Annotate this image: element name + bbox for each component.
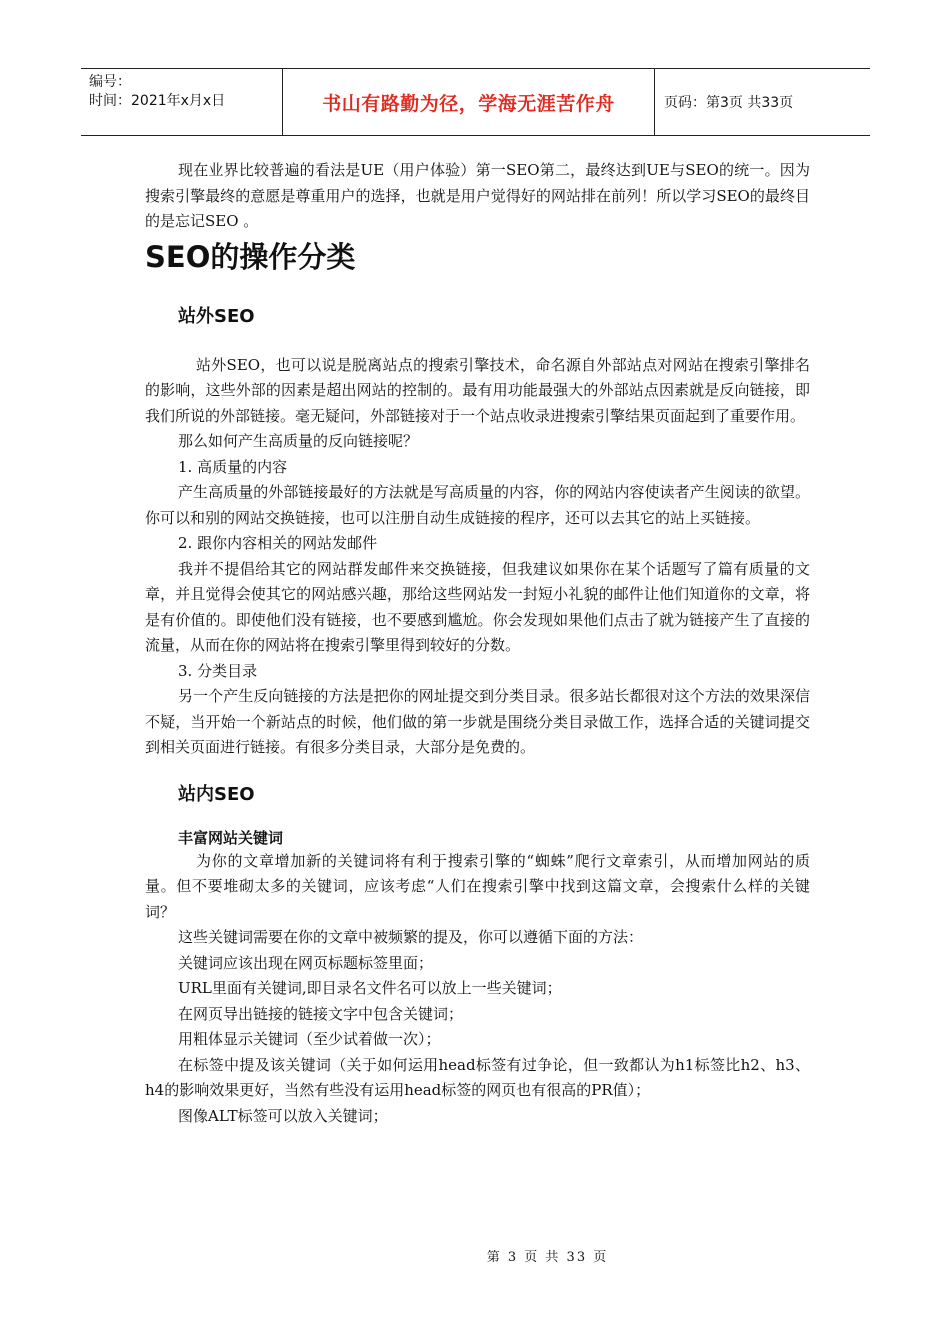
offsite-item2-title: 2. 跟你内容相关的网站发邮件 xyxy=(178,534,378,552)
list-item: 图像ALT标签可以放入关键词； xyxy=(178,1106,388,1125)
intro-paragraph: 现在业界比较普遍的看法是UE（用户体验）第一SEO第二，最终达到UE与SEO的统一。因为搜索引擎最终的意愿是尊重用户的选择，也就是用户觉得好的网站排在前列！所以学习SEO的最终目的是忘记SEO 。 xyxy=(145,161,810,230)
offsite-item3-text: 另一个产生反向链接的方法是把你的网址提交到分类目录。很多站长都很对这个方法的效果深信不疑，当开始一个新站点的时候，他们做的第一步就是围绕分类目录做工作，选择合适的关键词提交到相关页面进行链接。有很多分类目录，大部分是免费的。 xyxy=(145,687,810,756)
onsite-subheading: 丰富网站关键词 xyxy=(178,828,284,847)
list-item: 关键词应该出现在网页标题标签里面； xyxy=(178,953,434,972)
header-meta xyxy=(81,69,282,135)
document-body xyxy=(145,158,810,1129)
onsite-paragraph: 为你的文章增加新的关键词将有利于搜索引擎的“蜘蛛”爬行文章索引，从而增加网站的质量。但不要堆砌太多的关键词，应该考虑“人们在搜索引擎中找到这篇文章，会搜索什么样的关键词？ xyxy=(145,851,810,921)
page-footer: 第 3 页 共 33 页 xyxy=(486,1250,609,1265)
header-code-label: 编号： xyxy=(89,74,131,90)
onsite-paragraph-2: 这些关键词需要在你的文章中被频繁的提及，你可以遵循下面的方法： xyxy=(178,928,644,946)
offsite-item1-title: 1. 高质量的内容 xyxy=(178,457,288,476)
page-header xyxy=(81,68,870,136)
header-page-info: 页码：第3页 共33页 xyxy=(664,95,794,111)
offsite-question: 那么如何产生高质量的反向链接呢？ xyxy=(178,432,419,450)
list-item: 用粗体显示关键词（至少试着做一次）； xyxy=(178,1030,441,1048)
list-item: 在标签中提及该关键词（关于如何运用head标签有过争论，但一致都认为h1标签比h2、h3、 h4的影响效果更好，当然有些没有运用head标签的网页也有很高的PR值）； xyxy=(145,1055,810,1099)
offsite-paragraph: 站外SEO，也可以说是脱离站点的搜索引擎技术，命名源自外部站点对网站在搜索引擎排名的影响，这些外部的因素是超出网站的控制的。最有用功能最强大的外部站点因素就是反向链接，即我们所说的外部链接。毫无疑问，外部链接对于一个站点收录进搜索引擎结果页面起到了重要作用。 xyxy=(145,355,810,425)
offsite-heading: 站外SEO xyxy=(178,305,255,327)
list-item: URL里面有关键词,即目录名文件名可以放上一些关键词； xyxy=(178,979,562,997)
offsite-item2-text: 我并不提倡给其它的网站群发邮件来交换链接，但我建议如果你在某个话题写了篇有质量的文章，并且觉得会使其它的网站感兴趣，那给这些网站发一封短小礼貌的邮件让他们知道你的文章，将是有价值的。即使他们没有链接，也不要感到尴尬。你会发现如果他们点击了就为链接产生了直接的流量，从而在你的网站将在搜索引擎里得到较好的分数。 xyxy=(145,559,810,654)
header-motto: 书山有路勤为径，学海无涯苦作舟 xyxy=(282,69,655,135)
offsite-item1-text: 产生高质量的外部链接最好的方法就是写高质量的内容，你的网站内容使读者产生阅读的欲望。你可以和别的网站交换链接，也可以注册自动生成链接的程序，还可以去其它的站上买链接。 xyxy=(145,483,810,527)
list-item: 在网页导出链接的链接文字中包含关键词； xyxy=(178,1004,464,1023)
section-title: SEO的操作分类 xyxy=(145,239,356,274)
header-time-label: 时间：2021年x月x日 xyxy=(89,93,226,109)
offsite-item3-title: 3. 分类目录 xyxy=(178,661,258,680)
onsite-heading: 站内SEO xyxy=(178,783,255,805)
